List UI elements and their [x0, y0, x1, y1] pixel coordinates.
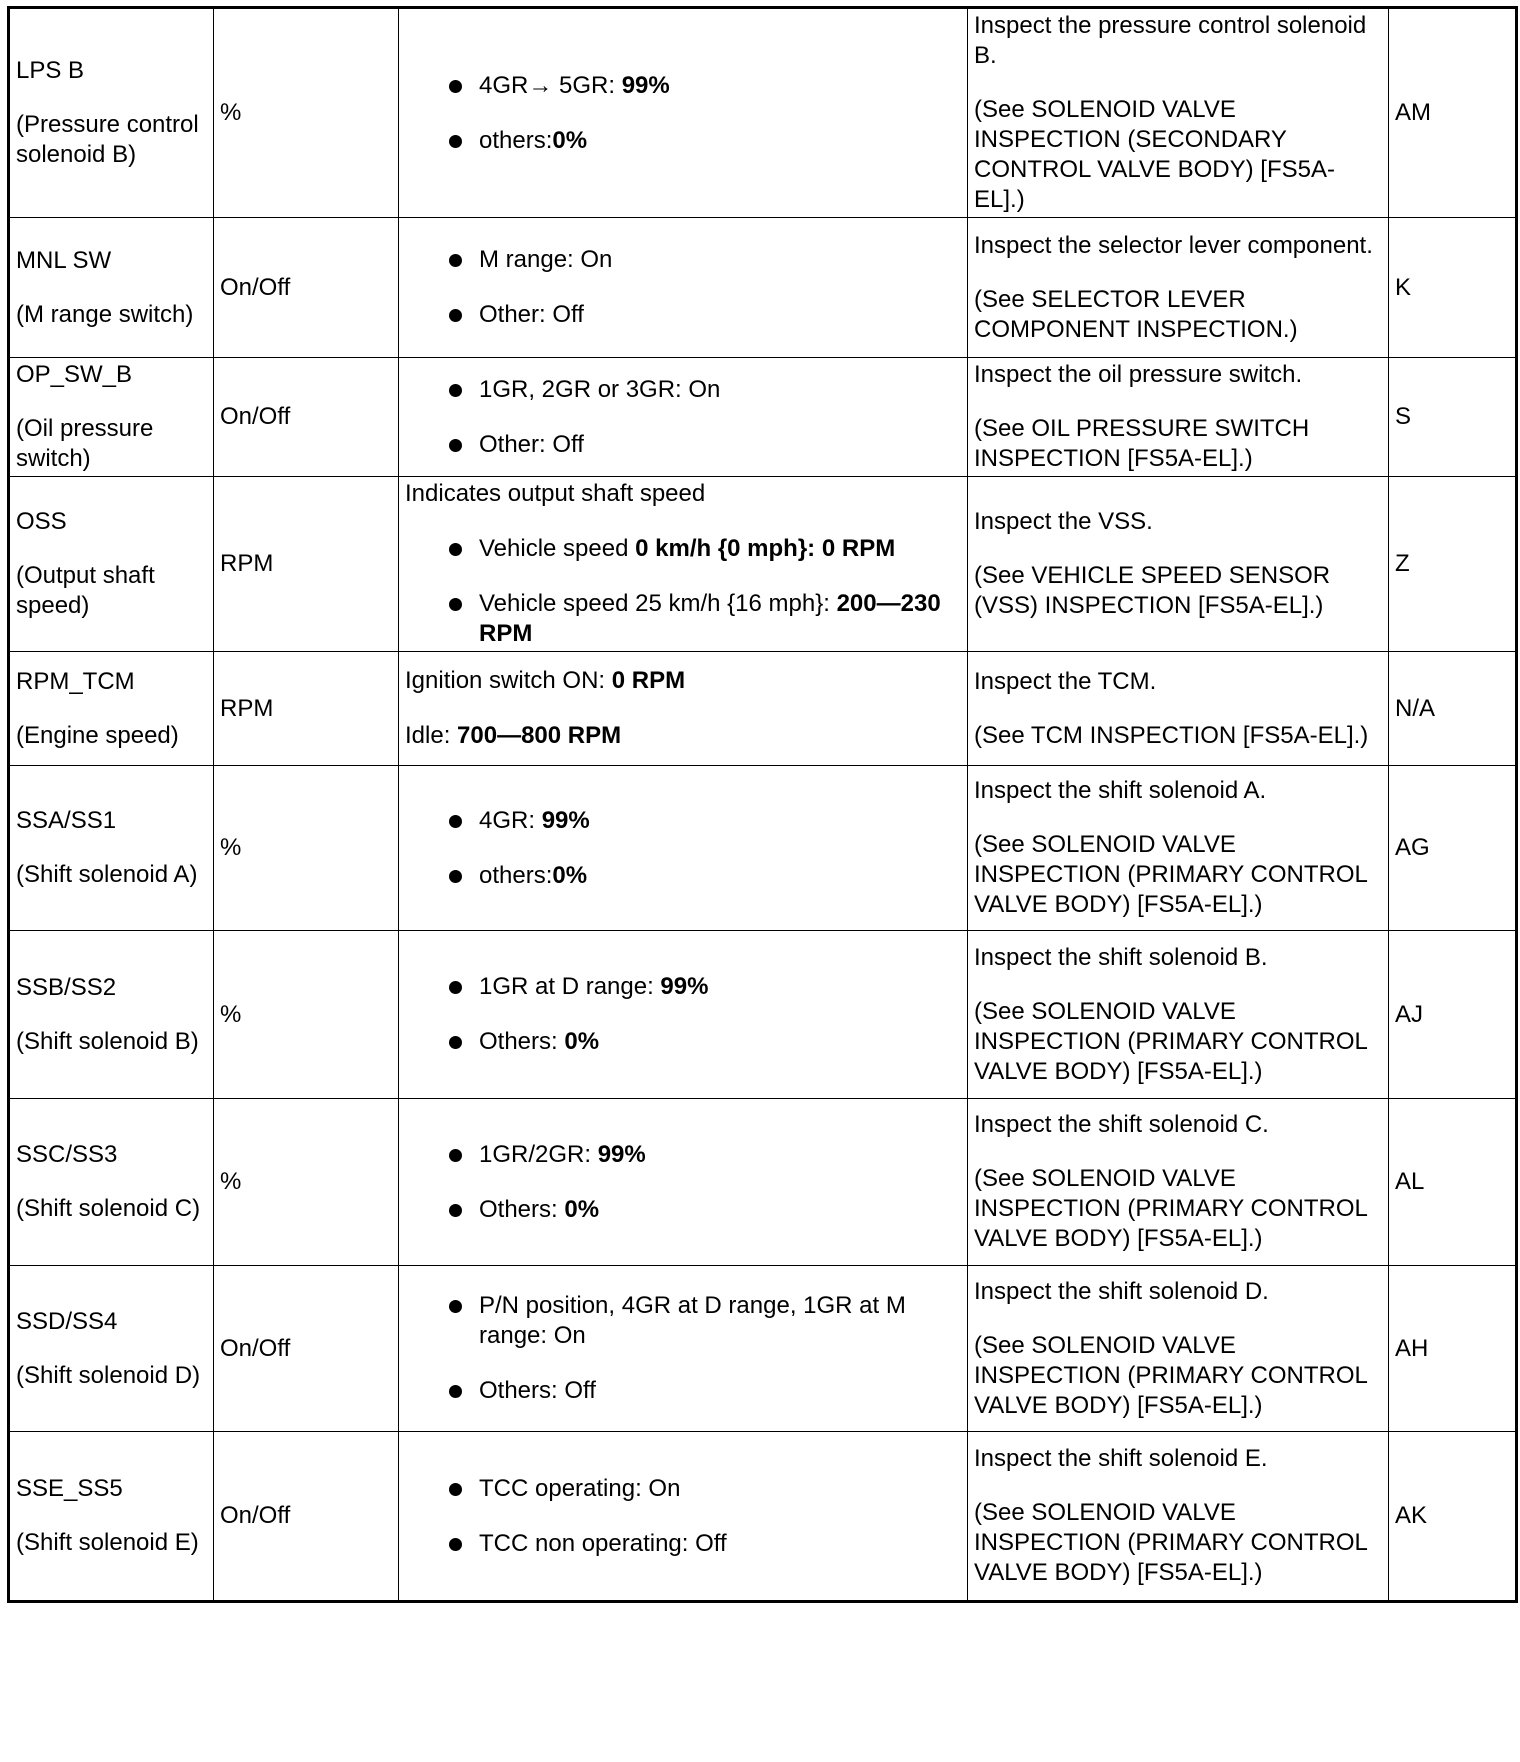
table-row [9, 931, 1517, 1099]
condition-text: Others: [479, 1195, 565, 1223]
condition-list [405, 1140, 961, 1225]
condition-item [449, 534, 961, 564]
pid-item-description: (Output shaft speed) [16, 562, 155, 619]
see-reference-link[interactable]: (See VEHICLE SPEED SENSOR (VSS) INSPECTION [FS5A-EL].) [974, 562, 1331, 619]
action-cell [968, 766, 1389, 931]
condition-line [405, 666, 961, 696]
pid-item-description: (Oil pressure switch) [16, 415, 154, 472]
condition-value: 99% [597, 1140, 646, 1168]
pid-item-name: SSA/SS1 [16, 807, 117, 834]
pid-item-description: (M range switch) [16, 300, 194, 328]
unit-cell [214, 358, 399, 477]
action-cell [968, 1266, 1389, 1432]
condition-list [405, 1474, 961, 1559]
terminal-value: N/A [1395, 694, 1436, 722]
condition-cell [399, 652, 968, 766]
condition-value: 700—800 RPM [457, 722, 622, 749]
condition-item [449, 1291, 961, 1351]
table-row [9, 652, 1517, 766]
action-text: Inspect the VSS. [974, 508, 1153, 535]
action-cell [968, 218, 1389, 358]
condition-list [405, 972, 961, 1057]
pid-monitor-table [7, 6, 1518, 1603]
condition-value: 99% [621, 71, 670, 99]
condition-cell [399, 218, 968, 358]
condition-item [449, 589, 961, 649]
condition-text: TCC operating: On [479, 1474, 681, 1502]
condition-value: 99% [541, 806, 590, 834]
condition-text: M range: On [479, 246, 613, 273]
table-row [9, 8, 1517, 218]
condition-list [405, 245, 961, 330]
pid-item-name: RPM_TCM [16, 667, 135, 695]
condition-list [405, 71, 961, 156]
pid-item-name: SSC/SS3 [16, 1141, 118, 1168]
pid-item-name: SSD/SS4 [16, 1307, 118, 1335]
action-text: Inspect the shift solenoid D. [974, 1277, 1269, 1305]
action-text: Inspect the TCM. [974, 667, 1157, 695]
terminal-cell [1389, 358, 1517, 477]
condition-list [405, 806, 961, 891]
pid-item-cell [9, 931, 214, 1099]
condition-text: Other: Off [479, 430, 584, 458]
condition-value: 0% [564, 1195, 600, 1223]
terminal-value: AL [1395, 1168, 1425, 1195]
see-reference-link[interactable]: (See SOLENOID VALVE INSPECTION (PRIMARY CONTROL VALVE BODY) [FS5A-EL].) [974, 997, 1367, 1085]
condition-value: 0% [564, 1028, 600, 1055]
action-text: Inspect the shift solenoid E. [974, 1445, 1268, 1472]
action-text: Inspect the selector lever component. [974, 231, 1373, 259]
terminal-cell [1389, 8, 1517, 218]
condition-text: Vehicle speed 25 km/h {16 mph}: [479, 590, 837, 617]
pid-item-name: SSB/SS2 [16, 973, 117, 1001]
unit-value: % [220, 834, 242, 861]
terminal-cell [1389, 477, 1517, 652]
unit-value: RPM [220, 694, 274, 722]
unit-cell [214, 931, 399, 1099]
see-reference-link[interactable]: (See SOLENOID VALVE INSPECTION (PRIMARY CONTROL VALVE BODY) [FS5A-EL].) [974, 831, 1367, 918]
condition-item [449, 126, 961, 156]
action-cell [968, 1099, 1389, 1266]
condition-text: Ignition switch ON: [405, 667, 612, 694]
condition-item [449, 1529, 961, 1559]
terminal-cell [1389, 218, 1517, 358]
terminal-value: Z [1395, 550, 1410, 577]
condition-text: Other: Off [479, 301, 584, 328]
table-row [9, 477, 1517, 652]
unit-value: RPM [220, 550, 274, 577]
condition-text: others: [479, 126, 553, 154]
condition-text: 1GR, 2GR or 3GR: On [479, 375, 721, 403]
pid-item-description: (Shift solenoid E) [16, 1529, 199, 1556]
condition-value: 99% [660, 973, 709, 1000]
pid-item-name: LPS B [16, 57, 85, 84]
condition-cell [399, 8, 968, 218]
condition-cell [399, 477, 968, 652]
terminal-value: S [1395, 403, 1412, 430]
condition-item [449, 430, 961, 460]
pid-item-cell [9, 1099, 214, 1266]
condition-text: 4GR→ 5GR: [479, 71, 622, 99]
pid-item-name: MNL SW [16, 246, 112, 274]
action-text: Inspect the shift solenoid C. [974, 1111, 1269, 1138]
condition-value: 0 km/h {0 mph}: 0 RPM [635, 535, 896, 562]
action-cell [968, 477, 1389, 652]
action-text: Inspect the pressure control solenoid B. [974, 12, 1367, 69]
terminal-cell [1389, 1266, 1517, 1432]
condition-text: Vehicle speed [479, 535, 636, 562]
unit-cell [214, 1266, 399, 1432]
table-row [9, 358, 1517, 477]
pid-item-description: (Shift solenoid C) [16, 1195, 201, 1222]
condition-intro: Indicates output shaft speed [405, 480, 706, 507]
condition-item [449, 71, 961, 101]
pid-item-description: (Shift solenoid D) [16, 1361, 201, 1389]
pid-item-description: (Pressure control solenoid B) [16, 111, 199, 168]
terminal-cell [1389, 766, 1517, 931]
see-reference-link[interactable]: (See SOLENOID VALVE INSPECTION (SECONDARY CONTROL VALVE BODY) [FS5A-EL].) [974, 96, 1335, 213]
terminal-cell [1389, 1432, 1517, 1602]
table-row [9, 1432, 1517, 1602]
action-text: Inspect the shift solenoid B. [974, 943, 1268, 971]
condition-line [405, 721, 961, 751]
pid-item-name: OP_SW_B [16, 361, 133, 388]
condition-text: others: [479, 861, 553, 889]
action-text: Inspect the oil pressure switch. [974, 361, 1303, 388]
pid-table-body [9, 8, 1517, 1602]
condition-item [449, 1140, 961, 1170]
condition-item [449, 300, 961, 330]
unit-value: % [220, 1168, 242, 1195]
see-reference-link[interactable]: (See SOLENOID VALVE INSPECTION (PRIMARY CONTROL VALVE BODY) [FS5A-EL].) [974, 1331, 1367, 1419]
condition-text: 4GR: [479, 806, 542, 834]
table-row [9, 1099, 1517, 1266]
condition-cell [399, 931, 968, 1099]
action-cell [968, 652, 1389, 766]
condition-list [405, 375, 961, 460]
condition-item [449, 972, 961, 1002]
pid-table-page [7, 6, 1518, 1603]
terminal-value: AM [1395, 99, 1431, 126]
condition-item [449, 806, 961, 836]
condition-item [449, 1027, 961, 1057]
pid-item-cell [9, 477, 214, 652]
unit-cell [214, 477, 399, 652]
pid-item-cell [9, 218, 214, 358]
pid-item-cell [9, 358, 214, 477]
condition-value: 0% [552, 861, 588, 889]
unit-value: % [220, 99, 242, 126]
unit-value: On/Off [220, 403, 291, 430]
condition-cell [399, 766, 968, 931]
terminal-value: AH [1395, 1334, 1429, 1362]
table-row [9, 1266, 1517, 1432]
pid-item-description: (Shift solenoid B) [16, 1027, 199, 1055]
terminal-cell [1389, 1099, 1517, 1266]
condition-list [405, 534, 961, 649]
unit-value: % [220, 1000, 242, 1028]
unit-cell [214, 8, 399, 218]
see-reference-link[interactable]: (See OIL PRESSURE SWITCH INSPECTION [FS5A-EL].) [974, 415, 1310, 472]
unit-cell [214, 218, 399, 358]
unit-value: On/Off [220, 1502, 291, 1529]
condition-value: 200—230 RPM [479, 590, 941, 647]
condition-text: Others: Off [479, 1377, 596, 1404]
pid-item-cell [9, 1266, 214, 1432]
pid-item-name: OSS [16, 508, 67, 535]
terminal-value: AG [1395, 834, 1430, 861]
terminal-value: AK [1395, 1502, 1428, 1529]
condition-list [405, 1291, 961, 1406]
see-reference-link[interactable]: (See SELECTOR LEVER COMPONENT INSPECTION.) [974, 285, 1298, 343]
condition-text: P/N position, 4GR at D range, 1GR at M range: On [479, 1292, 906, 1349]
pid-item-cell [9, 766, 214, 931]
pid-item-description: (Engine speed) [16, 721, 179, 749]
unit-cell [214, 766, 399, 931]
condition-value: 0 RPM [611, 667, 686, 694]
condition-cell [399, 1099, 968, 1266]
see-reference-link[interactable]: (See TCM INSPECTION [FS5A-EL].) [974, 721, 1369, 749]
action-text: Inspect the shift solenoid A. [974, 777, 1267, 804]
pid-item-cell [9, 8, 214, 218]
condition-item [449, 245, 961, 275]
condition-cell [399, 1432, 968, 1602]
condition-cell [399, 358, 968, 477]
unit-cell [214, 1432, 399, 1602]
pid-item-cell [9, 652, 214, 766]
condition-text: Idle: [405, 722, 458, 749]
see-reference-link[interactable]: (See SOLENOID VALVE INSPECTION (PRIMARY CONTROL VALVE BODY) [FS5A-EL].) [974, 1499, 1367, 1586]
condition-item [449, 1474, 961, 1504]
condition-item [449, 1195, 961, 1225]
condition-item [449, 375, 961, 405]
unit-cell [214, 1099, 399, 1266]
terminal-value: K [1395, 273, 1412, 301]
terminal-value: AJ [1395, 1000, 1424, 1028]
unit-value: On/Off [220, 1334, 291, 1362]
condition-text: 1GR/2GR: [479, 1140, 598, 1168]
condition-text: 1GR at D range: [479, 973, 661, 1000]
unit-value: On/Off [220, 273, 291, 301]
action-cell [968, 931, 1389, 1099]
condition-text: TCC non operating: Off [479, 1529, 727, 1557]
table-row [9, 766, 1517, 931]
condition-item [449, 861, 961, 891]
action-cell [968, 1432, 1389, 1602]
action-cell [968, 358, 1389, 477]
condition-text: Others: [479, 1028, 565, 1055]
terminal-cell [1389, 931, 1517, 1099]
condition-value: 0% [552, 126, 588, 154]
condition-cell [399, 1266, 968, 1432]
see-reference-link[interactable]: (See SOLENOID VALVE INSPECTION (PRIMARY CONTROL VALVE BODY) [FS5A-EL].) [974, 1165, 1367, 1252]
table-row [9, 218, 1517, 358]
terminal-cell [1389, 652, 1517, 766]
pid-item-name: SSE_SS5 [16, 1475, 123, 1502]
pid-item-cell [9, 1432, 214, 1602]
action-cell [968, 8, 1389, 218]
unit-cell [214, 652, 399, 766]
pid-item-description: (Shift solenoid A) [16, 861, 198, 888]
condition-item [449, 1376, 961, 1406]
